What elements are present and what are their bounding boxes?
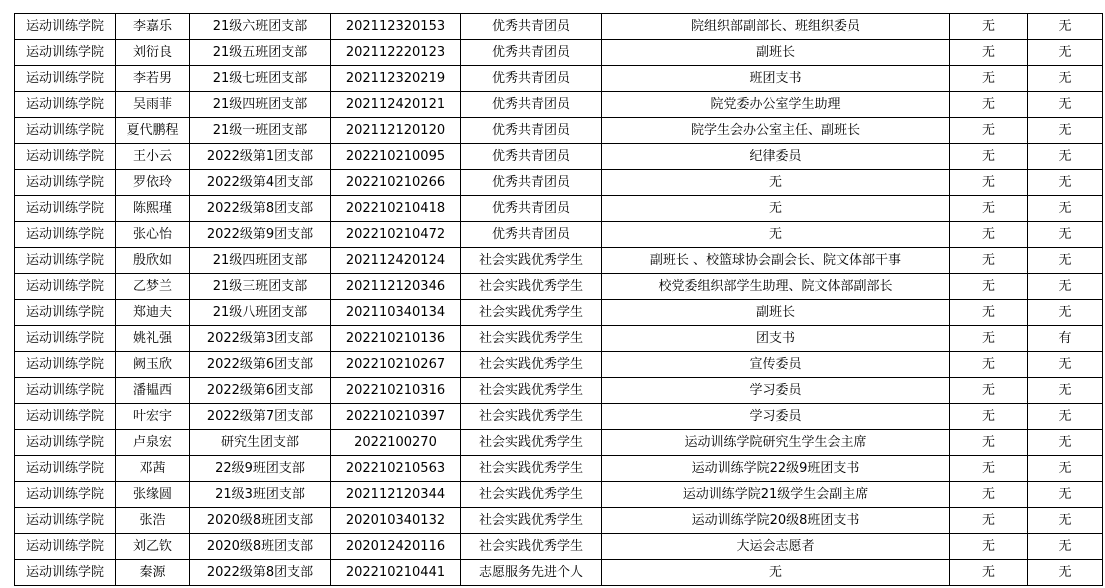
name-cell: 陈熙瑾 — [116, 196, 190, 222]
college-cell: 运动训练学院 — [15, 248, 116, 274]
student-id-cell: 202010340132 — [331, 508, 461, 534]
col7-cell: 无 — [950, 326, 1028, 352]
branch-cell: 21级四班团支部 — [190, 248, 331, 274]
position-cell: 校党委组织部学生助理、院文体部副部长 — [602, 274, 950, 300]
student-id-cell: 202210210563 — [331, 456, 461, 482]
position-cell: 学习委员 — [602, 404, 950, 430]
branch-cell: 21级四班团支部 — [190, 92, 331, 118]
col8-cell: 无 — [1028, 196, 1103, 222]
col7-cell: 无 — [950, 482, 1028, 508]
roster-body — [15, 14, 1103, 586]
position-cell: 无 — [602, 222, 950, 248]
col7-cell: 无 — [950, 300, 1028, 326]
branch-cell: 2022级第6团支部 — [190, 352, 331, 378]
col7-cell: 无 — [950, 248, 1028, 274]
student-id-cell: 202210210136 — [331, 326, 461, 352]
college-cell: 运动训练学院 — [15, 404, 116, 430]
award-cell: 社会实践优秀学生 — [461, 482, 602, 508]
col8-cell: 无 — [1028, 92, 1103, 118]
branch-cell: 21级七班团支部 — [190, 66, 331, 92]
student-id-cell: 202112120346 — [331, 274, 461, 300]
college-cell: 运动训练学院 — [15, 482, 116, 508]
student-id-cell: 202112120120 — [331, 118, 461, 144]
position-cell: 副班长 — [602, 40, 950, 66]
table-row — [15, 534, 1103, 560]
student-id-cell: 202210210472 — [331, 222, 461, 248]
col8-cell: 无 — [1028, 482, 1103, 508]
col7-cell: 无 — [950, 404, 1028, 430]
col8-cell: 无 — [1028, 14, 1103, 40]
table-row — [15, 170, 1103, 196]
table-row — [15, 326, 1103, 352]
college-cell: 运动训练学院 — [15, 560, 116, 586]
branch-cell: 22级9班团支部 — [190, 456, 331, 482]
table-row — [15, 300, 1103, 326]
award-cell: 优秀共青团员 — [461, 144, 602, 170]
position-cell: 团支书 — [602, 326, 950, 352]
award-cell: 志愿服务先进个人 — [461, 560, 602, 586]
college-cell: 运动训练学院 — [15, 118, 116, 144]
college-cell: 运动训练学院 — [15, 456, 116, 482]
name-cell: 潘韫西 — [116, 378, 190, 404]
award-cell: 社会实践优秀学生 — [461, 456, 602, 482]
col7-cell: 无 — [950, 560, 1028, 586]
student-id-cell: 202012420116 — [331, 534, 461, 560]
college-cell: 运动训练学院 — [15, 170, 116, 196]
table-row — [15, 508, 1103, 534]
college-cell: 运动训练学院 — [15, 66, 116, 92]
position-cell: 运动训练学院20级8班团支书 — [602, 508, 950, 534]
branch-cell: 2022级第3团支部 — [190, 326, 331, 352]
student-id-cell: 2022100270 — [331, 430, 461, 456]
student-id-cell: 202210210267 — [331, 352, 461, 378]
col7-cell: 无 — [950, 196, 1028, 222]
table-row — [15, 274, 1103, 300]
position-cell: 无 — [602, 560, 950, 586]
award-cell: 社会实践优秀学生 — [461, 404, 602, 430]
college-cell: 运动训练学院 — [15, 274, 116, 300]
award-cell: 社会实践优秀学生 — [461, 508, 602, 534]
col8-cell: 无 — [1028, 274, 1103, 300]
award-cell: 优秀共青团员 — [461, 40, 602, 66]
position-cell: 运动训练学院21级学生会副主席 — [602, 482, 950, 508]
branch-cell: 2022级第9团支部 — [190, 222, 331, 248]
position-cell: 宣传委员 — [602, 352, 950, 378]
college-cell: 运动训练学院 — [15, 378, 116, 404]
branch-cell: 2022级第8团支部 — [190, 196, 331, 222]
award-cell: 社会实践优秀学生 — [461, 430, 602, 456]
col8-cell: 无 — [1028, 222, 1103, 248]
col7-cell: 无 — [950, 40, 1028, 66]
student-id-cell: 202112320219 — [331, 66, 461, 92]
col8-cell: 无 — [1028, 40, 1103, 66]
name-cell: 叶宏宇 — [116, 404, 190, 430]
col8-cell: 无 — [1028, 430, 1103, 456]
award-cell: 优秀共青团员 — [461, 92, 602, 118]
col7-cell: 无 — [950, 170, 1028, 196]
col7-cell: 无 — [950, 222, 1028, 248]
college-cell: 运动训练学院 — [15, 300, 116, 326]
college-cell: 运动训练学院 — [15, 326, 116, 352]
name-cell: 夏代鹏程 — [116, 118, 190, 144]
position-cell: 无 — [602, 170, 950, 196]
student-id-cell: 202210210266 — [331, 170, 461, 196]
col7-cell: 无 — [950, 274, 1028, 300]
college-cell: 运动训练学院 — [15, 430, 116, 456]
col7-cell: 无 — [950, 430, 1028, 456]
student-id-cell: 202112220123 — [331, 40, 461, 66]
table-row — [15, 404, 1103, 430]
branch-cell: 2022级第1团支部 — [190, 144, 331, 170]
student-id-cell: 202112320153 — [331, 14, 461, 40]
student-id-cell: 202210210316 — [331, 378, 461, 404]
name-cell: 邓茜 — [116, 456, 190, 482]
student-id-cell: 202210210418 — [331, 196, 461, 222]
branch-cell: 2020级8班团支部 — [190, 508, 331, 534]
col8-cell: 无 — [1028, 170, 1103, 196]
position-cell: 学习委员 — [602, 378, 950, 404]
award-cell: 社会实践优秀学生 — [461, 274, 602, 300]
table-row — [15, 66, 1103, 92]
award-cell: 优秀共青团员 — [461, 222, 602, 248]
col8-cell: 无 — [1028, 118, 1103, 144]
col7-cell: 无 — [950, 92, 1028, 118]
branch-cell: 21级3班团支部 — [190, 482, 331, 508]
branch-cell: 研究生团支部 — [190, 430, 331, 456]
col8-cell: 无 — [1028, 456, 1103, 482]
branch-cell: 21级六班团支部 — [190, 14, 331, 40]
table-row — [15, 222, 1103, 248]
position-cell: 副班长 、校篮球协会副会长、院文体部干事 — [602, 248, 950, 274]
col8-cell: 有 — [1028, 326, 1103, 352]
table-row — [15, 92, 1103, 118]
col7-cell: 无 — [950, 66, 1028, 92]
branch-cell: 21级五班团支部 — [190, 40, 331, 66]
name-cell: 张缘圆 — [116, 482, 190, 508]
table-row — [15, 14, 1103, 40]
branch-cell: 2022级第7团支部 — [190, 404, 331, 430]
name-cell: 张浩 — [116, 508, 190, 534]
name-cell: 刘衍良 — [116, 40, 190, 66]
name-cell: 张心怡 — [116, 222, 190, 248]
branch-cell: 21级八班团支部 — [190, 300, 331, 326]
name-cell: 李若男 — [116, 66, 190, 92]
award-cell: 优秀共青团员 — [461, 14, 602, 40]
name-cell: 阙玉欣 — [116, 352, 190, 378]
table-row — [15, 118, 1103, 144]
student-id-cell: 202112420121 — [331, 92, 461, 118]
col7-cell: 无 — [950, 118, 1028, 144]
branch-cell: 21级三班团支部 — [190, 274, 331, 300]
award-cell: 社会实践优秀学生 — [461, 326, 602, 352]
student-id-cell: 202112120344 — [331, 482, 461, 508]
award-cell: 优秀共青团员 — [461, 66, 602, 92]
branch-cell: 2022级第4团支部 — [190, 170, 331, 196]
col8-cell: 无 — [1028, 378, 1103, 404]
name-cell: 王小云 — [116, 144, 190, 170]
college-cell: 运动训练学院 — [15, 534, 116, 560]
position-cell: 院组织部副部长、班组织委员 — [602, 14, 950, 40]
name-cell: 秦源 — [116, 560, 190, 586]
table-row — [15, 40, 1103, 66]
award-cell: 优秀共青团员 — [461, 196, 602, 222]
position-cell: 班团支书 — [602, 66, 950, 92]
college-cell: 运动训练学院 — [15, 40, 116, 66]
col8-cell: 无 — [1028, 560, 1103, 586]
table-row — [15, 196, 1103, 222]
position-cell: 无 — [602, 196, 950, 222]
branch-cell: 2020级8班团支部 — [190, 534, 331, 560]
college-cell: 运动训练学院 — [15, 352, 116, 378]
col8-cell: 无 — [1028, 508, 1103, 534]
student-id-cell: 202110340134 — [331, 300, 461, 326]
name-cell: 吴雨菲 — [116, 92, 190, 118]
position-cell: 运动训练学院研究生学生会主席 — [602, 430, 950, 456]
branch-cell: 21级一班团支部 — [190, 118, 331, 144]
college-cell: 运动训练学院 — [15, 144, 116, 170]
branch-cell: 2022级第8团支部 — [190, 560, 331, 586]
college-cell: 运动训练学院 — [15, 92, 116, 118]
table-row — [15, 144, 1103, 170]
table-row — [15, 430, 1103, 456]
position-cell: 运动训练学院22级9班团支书 — [602, 456, 950, 482]
award-cell: 优秀共青团员 — [461, 118, 602, 144]
college-cell: 运动训练学院 — [15, 222, 116, 248]
branch-cell: 2022级第6团支部 — [190, 378, 331, 404]
roster-table — [14, 13, 1103, 586]
table-row — [15, 560, 1103, 586]
col8-cell: 无 — [1028, 534, 1103, 560]
college-cell: 运动训练学院 — [15, 14, 116, 40]
position-cell: 副班长 — [602, 300, 950, 326]
award-cell: 社会实践优秀学生 — [461, 248, 602, 274]
col8-cell: 无 — [1028, 248, 1103, 274]
col7-cell: 无 — [950, 14, 1028, 40]
name-cell: 姚礼强 — [116, 326, 190, 352]
col8-cell: 无 — [1028, 352, 1103, 378]
name-cell: 郑迪夫 — [116, 300, 190, 326]
col8-cell: 无 — [1028, 66, 1103, 92]
col8-cell: 无 — [1028, 404, 1103, 430]
position-cell: 大运会志愿者 — [602, 534, 950, 560]
col7-cell: 无 — [950, 508, 1028, 534]
position-cell: 院学生会办公室主任、副班长 — [602, 118, 950, 144]
position-cell: 纪律委员 — [602, 144, 950, 170]
award-cell: 社会实践优秀学生 — [461, 352, 602, 378]
student-id-cell: 202210210397 — [331, 404, 461, 430]
award-cell: 优秀共青团员 — [461, 170, 602, 196]
table-row — [15, 482, 1103, 508]
name-cell: 李嘉乐 — [116, 14, 190, 40]
name-cell: 刘乙钦 — [116, 534, 190, 560]
college-cell: 运动训练学院 — [15, 508, 116, 534]
table-row — [15, 248, 1103, 274]
award-cell: 社会实践优秀学生 — [461, 534, 602, 560]
name-cell: 殷欣如 — [116, 248, 190, 274]
name-cell: 乙梦兰 — [116, 274, 190, 300]
student-id-cell: 202210210441 — [331, 560, 461, 586]
award-cell: 社会实践优秀学生 — [461, 300, 602, 326]
col8-cell: 无 — [1028, 144, 1103, 170]
col7-cell: 无 — [950, 144, 1028, 170]
student-id-cell: 202210210095 — [331, 144, 461, 170]
table-row — [15, 456, 1103, 482]
col7-cell: 无 — [950, 352, 1028, 378]
position-cell: 院党委办公室学生助理 — [602, 92, 950, 118]
col7-cell: 无 — [950, 456, 1028, 482]
table-row — [15, 352, 1103, 378]
col8-cell: 无 — [1028, 300, 1103, 326]
name-cell: 卢泉宏 — [116, 430, 190, 456]
col7-cell: 无 — [950, 378, 1028, 404]
name-cell: 罗依玲 — [116, 170, 190, 196]
award-cell: 社会实践优秀学生 — [461, 378, 602, 404]
table-row — [15, 378, 1103, 404]
col7-cell: 无 — [950, 534, 1028, 560]
student-id-cell: 202112420124 — [331, 248, 461, 274]
college-cell: 运动训练学院 — [15, 196, 116, 222]
